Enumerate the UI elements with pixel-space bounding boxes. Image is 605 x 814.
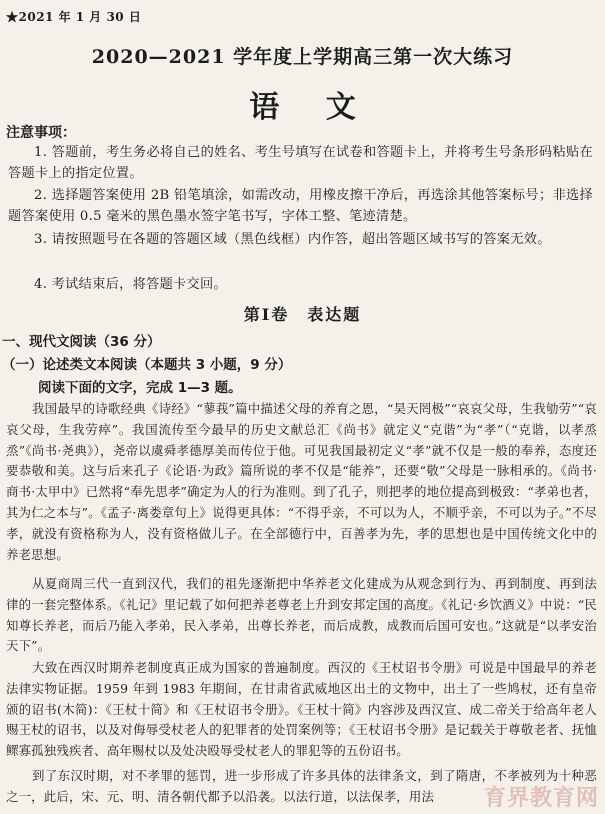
passage-paragraph: 大致在西汉时期养老制度真正成为国家的普遍制度。西汉的《王杖诏书令册》可说是中国最早的养老法律实物证据。1959 年到 1983 年期间，在甘肃省武威地区出土的文物中，出土了一些鸠杖，还有皇帝颁的诏书(木简)：《王杖十简》和《王杖诏书令册》。《王杖十简》内容涉及西汉宣、成二帝关于给高年老人赐王杖的诏书，以及对侮辱受杖老人的犯罪者的处罚案例等；《王杖诏书令册》是记载关于尊敬老者、抚恤鳏寡孤独残疾者、高年赐杖以及处决殴辱受杖老人的罪犯等的五份诏书。 bbox=[6, 660, 597, 759]
volume-title: 第Ⅰ卷 表达题 bbox=[243, 305, 362, 324]
notice-item: 1. 答题前，考生务必将自己的姓名、考生号填写在试卷和答题卡上，并将考生号条形码粘贴在答题卡上的指定位置。 bbox=[8, 145, 593, 181]
exam-date: ★2021 年 1 月 30 日 bbox=[6, 10, 142, 24]
notice-item: 2. 选择题答案使用 2B 铅笔填涂，如需改动，用橡皮擦干净后，再选涂其他答案标号；非选择题答案使用 0.5 毫米的黑色墨水签字笔书写，字体工整、笔迹清楚。 bbox=[8, 188, 593, 224]
watermark: 育界教育网 bbox=[483, 786, 599, 811]
subject-title: 语 文 bbox=[249, 90, 374, 125]
notice-heading: 注意事项： bbox=[6, 125, 76, 141]
passage-paragraph: 我国最早的诗歌经典《诗经》“蓼莪”篇中描述父母的养育之恩，“昊天罔极”“哀哀父母，生我劬劳”“哀哀父母，生我劳瘁”。我国流传至今最早的历史文献总汇《尚书》就定义“克谐”为“孝”（“克谐，以孝烝烝”《尚书·尧典》），尧帝以虞舜孝德厚美而传位于他。可见我国最初定义“孝”就不仅是一般的奉养，态度还要恭敬和美。这与后来孔子《论语·为政》篇所说的孝不仅是“能养”，还要“敬”父母是一脉相承的。《尚书·商书·太甲中》已然将“奉先思孝”确定为人的行为准则。到了孔子，则把孝的地位提高到极致：“孝弟也者，其为仁之本与”。《孟子·离娄章句上》说得更具体：“不得乎亲，不可以为人，不顺乎亲，不可以为子。”不尽孝，就没有资格称为人，没有资格做儿子。在全部德行中，百善孝为先，孝的思想也是中国传统文化中的养老思想。 bbox=[6, 401, 597, 562]
reading-instruction: 阅读下面的文字，完成 1—3 题。 bbox=[38, 380, 242, 396]
notice-item: 4. 考试结束后，将答题卡交回。 bbox=[34, 277, 228, 292]
passage-paragraph: 从夏商周三代一直到汉代，我们的祖先逐渐把中华养老文化建成为从观念到行为、再到制度、再到法律的一套完整体系。《礼记》里记载了如何把养老尊老上升到安邦定国的高度。《礼记·乡饮酒义》中说：“民知尊长养老，而后乃能入孝弟，民入孝弟，出尊长养老，而后成教，成教而后国可安也。”这就是“以孝安治天下”。 bbox=[6, 576, 597, 654]
subsection-heading: （一）论述类文本阅读（本题共 3 小题，9 分） bbox=[2, 357, 292, 373]
passage-paragraph: 到了东汉时期，对不孝罪的惩罚，进一步形成了许多具体的法律条文，到了隋唐，不孝被列为十种恶之一，此后，宋、元、明、清各朝代都予以沿袭。以法行道，以法保孝，用法 bbox=[6, 768, 597, 804]
notice-item: 3. 请按照题号在各题的答题区域（黑色线框）内作答，超出答题区域书写的答案无效。 bbox=[34, 232, 551, 247]
exam-title: 2020—2021 学年度上学期高三第一次大练习 bbox=[91, 46, 514, 68]
section-heading: 一、现代文阅读（36 分） bbox=[2, 334, 161, 350]
